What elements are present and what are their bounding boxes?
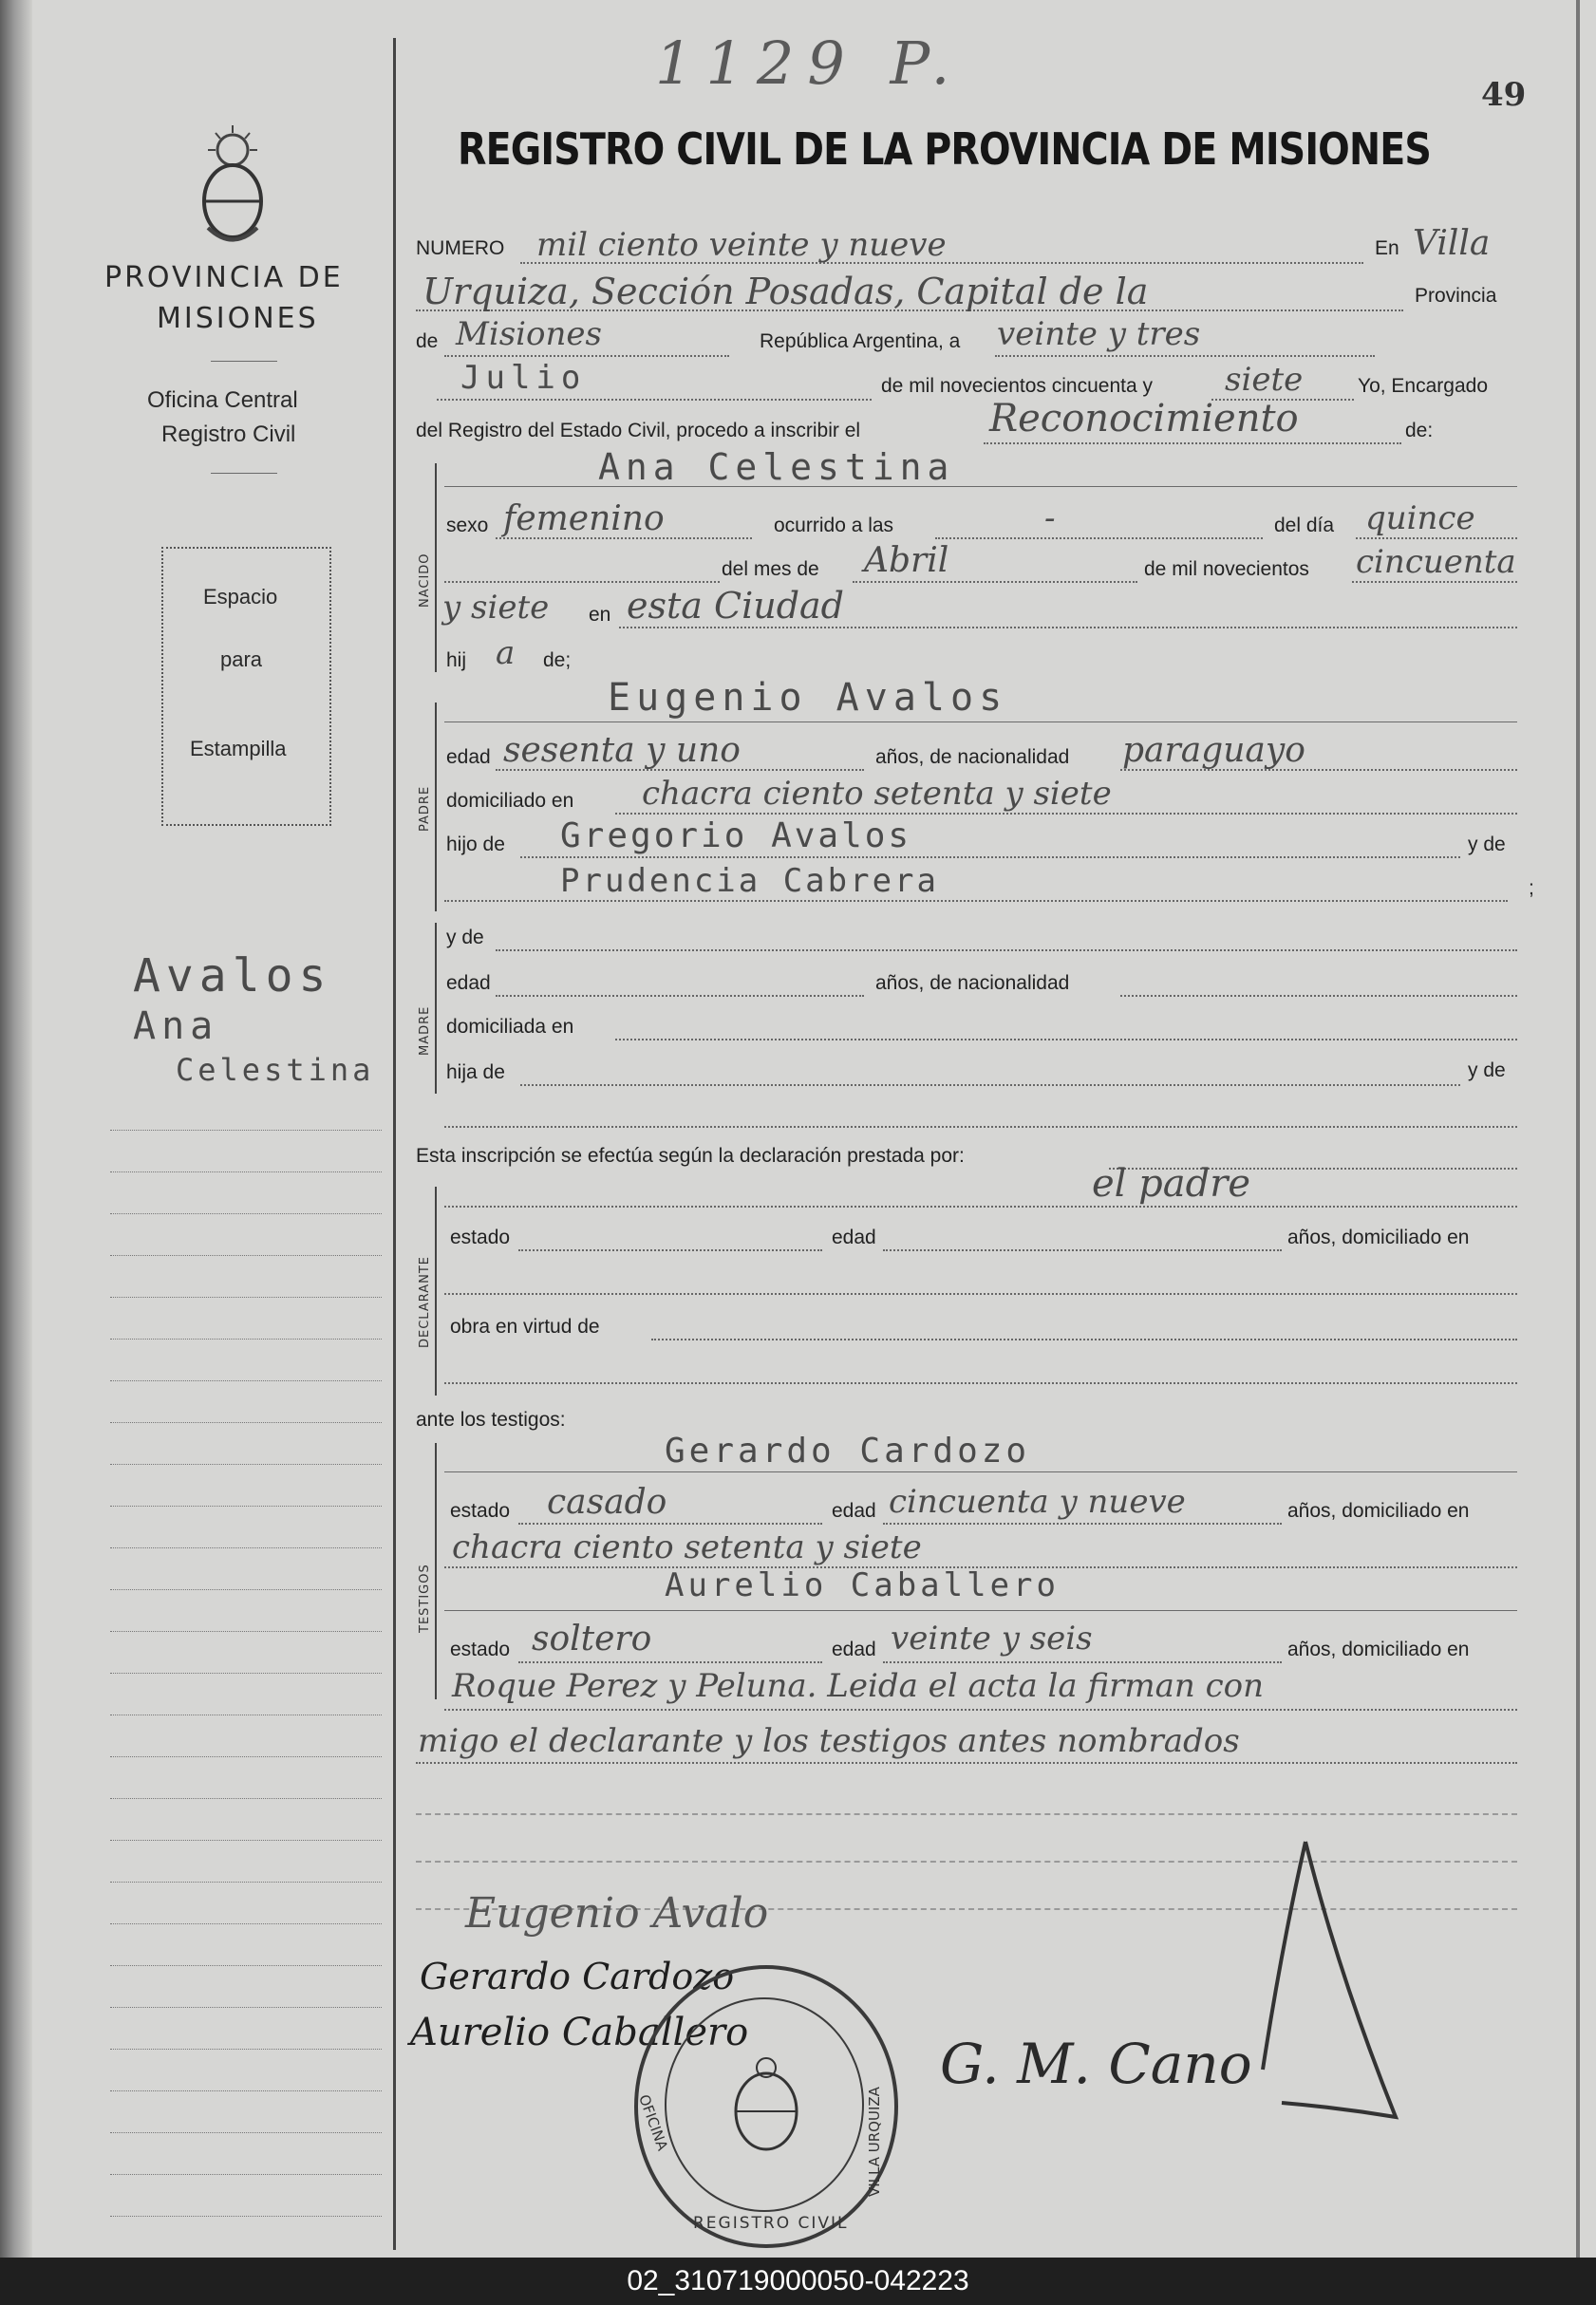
field-line <box>416 1762 1517 1764</box>
field-line <box>444 581 720 583</box>
field-line <box>883 1249 1282 1251</box>
field-line <box>1120 995 1517 997</box>
field-line <box>853 581 1137 583</box>
sidebar-office-line1: Oficina Central <box>147 387 298 413</box>
signature-oficial: G. M. Cano <box>940 2032 1252 2096</box>
label-edad-t1: edad <box>832 1500 876 1522</box>
value-padre-nac: paraguayo <box>1122 731 1305 770</box>
label-de-colon: de: <box>1405 420 1434 441</box>
signature-flourish <box>1225 1832 1415 2136</box>
field-line <box>496 995 864 997</box>
label-edad-decl: edad <box>832 1227 876 1248</box>
value-anio-nac1: cincuenta <box>1356 543 1516 581</box>
sidebar-divider <box>211 361 277 362</box>
margin-name1: Ana <box>133 1004 219 1048</box>
value-testigo2: Aurelio Caballero <box>665 1566 1060 1604</box>
value-dia-nac: quince <box>1365 499 1475 537</box>
field-line <box>416 1813 1517 1815</box>
label-anos-nac-madre: años, de nacionalidad <box>875 972 1070 994</box>
field-line <box>1356 537 1517 539</box>
value-cierre: migo el declarante y los testigos antes nombrados <box>418 1722 1240 1760</box>
value-anio: siete <box>1225 361 1304 399</box>
label-edad-madre: edad <box>446 972 491 994</box>
field-line <box>444 1206 1517 1208</box>
document-number: 1129 P. <box>655 28 964 98</box>
section-bracket <box>435 1187 437 1396</box>
label-de: de <box>416 330 439 352</box>
label-y-de2: y de <box>446 927 484 948</box>
value-padre-dom: chacra ciento setenta y siete <box>642 775 1112 813</box>
scan-id: 02_310719000050-042223 <box>627 2265 969 2296</box>
label-domiciliado-en: domiciliado en <box>446 790 574 812</box>
left-column-divider <box>393 38 396 2250</box>
field-line <box>518 1661 822 1663</box>
section-bracket <box>435 703 437 911</box>
value-en-place: Villa <box>1413 224 1491 263</box>
value-lugar: esta Ciudad <box>627 585 845 627</box>
seal-side-text: VILLA URQUIZA <box>866 2087 883 2197</box>
field-line <box>444 1382 1517 1384</box>
label-anos-nac: años, de nacionalidad <box>875 746 1070 768</box>
label-hij: hij <box>446 649 467 671</box>
label-numero: NUMERO <box>416 237 505 259</box>
value-declarante: el padre <box>1092 1162 1251 1206</box>
label-de-mil-nov: de mil novecientos <box>1144 558 1309 580</box>
section-label-padre: PADRE <box>418 785 432 832</box>
value-testigo2-edad: veinte y seis <box>891 1620 1093 1658</box>
sidebar-divider <box>211 473 277 474</box>
field-line <box>437 399 872 401</box>
field-line <box>444 1126 1517 1128</box>
label-estado-t2: estado <box>450 1639 511 1660</box>
label-republica: República Argentina, a <box>760 330 961 352</box>
signature-testigo1: Gerardo Cardozo <box>420 1956 735 1997</box>
label-anos-domiciliado-t2: años, domiciliado en <box>1287 1639 1470 1660</box>
label-yo-encargado: Yo, Encargado <box>1358 375 1489 397</box>
field-line <box>518 1249 822 1251</box>
name-line <box>444 1471 1517 1472</box>
value-padre-nombre: Eugenio Avalos <box>608 676 1008 720</box>
value-testigo1-dom: chacra ciento setenta y siete <box>452 1528 922 1566</box>
field-line <box>518 1523 822 1525</box>
sidebar-province-line2: MISIONES <box>157 302 319 335</box>
section-label-testigos: TESTIGOS <box>418 1564 432 1633</box>
stamp-box-label3: Estampilla <box>190 737 287 760</box>
field-line <box>444 900 1508 902</box>
section-label-nacido: NACIDO <box>418 553 432 608</box>
field-line <box>883 1661 1282 1663</box>
label-y-de-madre: y de <box>1468 1059 1506 1081</box>
value-mes-nac: Abril <box>864 541 949 580</box>
label-de-semicolon: de; <box>543 649 572 671</box>
label-provincia: Provincia <box>1415 285 1497 307</box>
section-bracket <box>435 463 437 672</box>
stamp-box-label1: Espacio <box>203 585 278 609</box>
label-del-registro: del Registro del Estado Civil, procedo a inscribir el <box>416 420 861 441</box>
margin-surname: Avalos <box>133 949 332 1003</box>
page-number: 49 <box>1481 76 1527 114</box>
value-line2: Urquiza, Sección Posadas, Capital de la <box>422 271 1149 312</box>
value-sexo: femenino <box>503 499 665 538</box>
label-semicolon: ; <box>1529 877 1534 899</box>
page-title: REGISTRO CIVIL DE LA PROVINCIA DE MISIONES <box>458 123 1431 175</box>
label-y-de: y de <box>1468 834 1506 855</box>
label-hijo-de: hijo de <box>446 834 505 855</box>
label-del-mes: del mes de <box>722 558 819 580</box>
field-line <box>520 856 1460 858</box>
stamp-box-label2: para <box>220 647 263 671</box>
field-line <box>444 355 729 357</box>
section-bracket <box>435 923 437 1094</box>
section-label-madre: MADRE <box>418 1005 432 1056</box>
scan-footer <box>0 2258 1596 2305</box>
value-testigo2-estado: soltero <box>532 1620 652 1658</box>
seal-inner-text: OFICINA <box>635 2092 671 2153</box>
value-testigo1-estado: casado <box>547 1483 667 1522</box>
signature-padre: Eugenio Avalo <box>465 1889 769 1938</box>
value-mes: Julio <box>460 359 587 397</box>
value-acto: Reconocimiento <box>989 397 1299 440</box>
field-line <box>883 1523 1282 1525</box>
label-en: En <box>1375 237 1399 259</box>
value-numero: mil ciento veinte y nueve <box>536 226 947 264</box>
field-line <box>520 1084 1460 1086</box>
sidebar-province-line1: PROVINCIA DE <box>104 261 344 294</box>
value-padre-padre: Gregorio Avalos <box>560 816 912 855</box>
label-anos-domiciliado-t1: años, domiciliado en <box>1287 1500 1470 1522</box>
field-line <box>619 627 1517 628</box>
field-line <box>995 355 1375 357</box>
label-anos-domiciliado: años, domiciliado en <box>1287 1227 1470 1248</box>
section-bracket <box>435 1443 437 1699</box>
label-esta-inscripcion: Esta inscripción se efectúa según la declaración prestada por: <box>416 1145 965 1167</box>
name-line <box>444 721 1517 722</box>
official-seal <box>634 1965 898 2248</box>
label-edad-t2: edad <box>832 1639 876 1660</box>
value-anio-nac2: y siete <box>442 589 550 627</box>
margin-name2: Celestina <box>176 1052 375 1088</box>
sidebar-office-line2: Registro Civil <box>161 422 296 447</box>
book-binding <box>0 0 32 2258</box>
field-line <box>496 949 1517 951</box>
field-line <box>615 1039 1517 1040</box>
value-testigo1: Gerardo Cardozo <box>665 1432 1031 1471</box>
value-hora: - <box>1044 499 1056 537</box>
value-testigo2-dom: Roque Perez y Peluna. Leida el acta la firman con <box>452 1667 1265 1705</box>
field-line <box>651 1339 1517 1340</box>
section-label-declarante: DECLARANTE <box>418 1255 432 1348</box>
seal-top-text: REGISTRO CIVIL <box>693 2214 849 2233</box>
label-edad: edad <box>446 746 491 768</box>
label-domiciliada-en: domiciliada en <box>446 1016 574 1038</box>
field-line <box>1352 581 1517 583</box>
label-obra-virtud: obra en virtud de <box>450 1316 600 1338</box>
coat-of-arms-icon <box>195 123 271 247</box>
label-ocurrido: ocurrido a las <box>774 515 894 536</box>
label-estado-t1: estado <box>450 1500 511 1522</box>
label-sexo: sexo <box>446 515 489 536</box>
label-hija-de: hija de <box>446 1061 505 1083</box>
value-dia: veinte y tres <box>997 315 1201 353</box>
field-line <box>984 442 1401 444</box>
label-de-mil: de mil novecientos cincuenta y <box>881 375 1153 397</box>
field-line <box>615 813 1517 815</box>
label-estado: estado <box>450 1227 511 1248</box>
field-line <box>935 537 1263 539</box>
value-padre-edad: sesenta y uno <box>503 731 741 770</box>
value-nombre: Ana Celestina <box>598 446 955 488</box>
label-en2: en <box>589 604 611 626</box>
value-padre-madre: Prudencia Cabrera <box>560 862 939 900</box>
name-line <box>444 1610 1517 1611</box>
right-page-edge <box>1576 0 1580 2258</box>
seal-emblem-icon <box>723 2054 809 2159</box>
field-line <box>444 1709 1517 1711</box>
value-provincia: Misiones <box>456 315 602 353</box>
label-ante-testigos: ante los testigos: <box>416 1409 566 1431</box>
signature-testigo2: Aurelio Caballero <box>410 2011 749 2054</box>
value-testigo1-edad: cincuenta y nueve <box>889 1483 1186 1521</box>
label-del-dia: del día <box>1274 515 1335 536</box>
value-hij-suffix: a <box>496 634 516 672</box>
field-line <box>444 1293 1517 1295</box>
